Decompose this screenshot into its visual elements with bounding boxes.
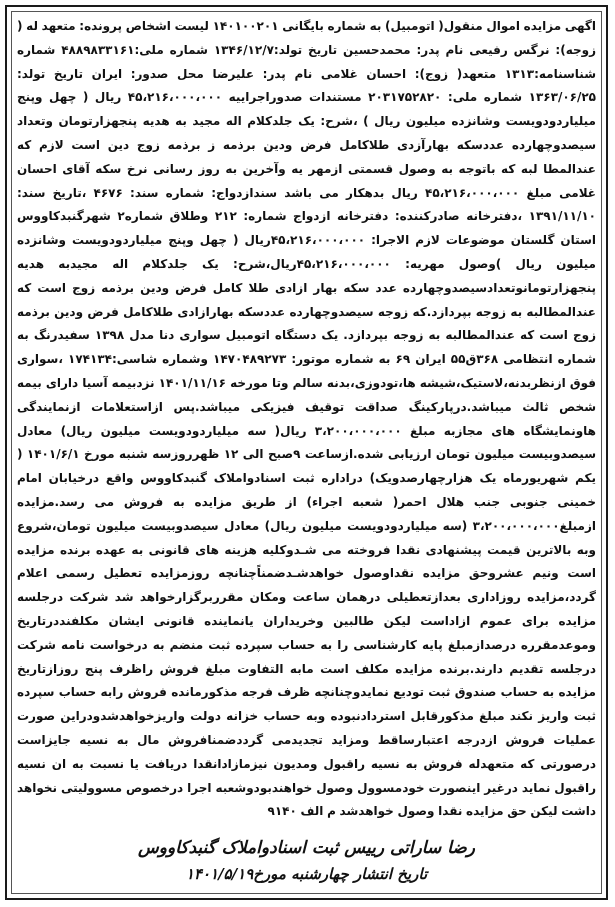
notice-body: اگهی مزایده اموال منقول( اتومبیل) به شماره بایگانی ۱۴۰۱۰۰۲۰۱ لیست اشخاص پرونده: متعهد له ( زوجه): نرگس رفیعی نام پدر: محمدحسین تاریخ تولد:۱۳۴۶/۱۲/۷ شماره ملی:۴۸۸۹۸۳۳۱۶۱ شماره شناسنامه:۱۳۱۳ متعهد( زوج): احسان غلامی نام پدر: علیرضا محل صدور: ایران تاریخ تولد: ۱۳۶۳/۰۶/۲۵ شماره ملی: ۲۰۳۱۷۵۲۸۲۰ مستندات صدوراجراییه ۴۵،۲۱۶،۰۰۰،۰۰۰ ریال ( چهل وپنج میلیاردودویست وشانزده میلیون ریال ) ،شرح: یک جلدکلام اله مجید به هدیه پنجهزارتومان وتعداد سیصدوچهارده عددسکه بهارآزدی طلاکامل فرض ودین برذمه ز برذمه زوج دین است لازم که عندالمطا لبه که باتوجه به وصول قسمتی ازمهر یه وآخرین به روز رسانی نرخ سکه آقای احسان غلامی مبلغ ۴۵،۲۱۶،۰۰۰،۰۰۰ ریال بدهکار می باشد سندازدواج: شماره سند: ۴۶۷۶ ،تاریخ سند: ۱۳۹۱/۱۱/۱۰ ،دفترخانه صادرکننده: دفترخانه ازدواج شماره: ۲۱۲ وطلاق شماره۲ شهرگنبدکاووس استان گلستان موضوعات لازم الاجرا: ۴۵،۲۱۶،۰۰۰،۰۰۰ریال ( چهل وپنج میلیاردودویست وشانزده میلیون ریال )وصول مهریه: ۴۵،۲۱۶،۰۰۰،۰۰۰ریال،شرح: یک جلدکلام اله مجیدبه هدیه پنجهزارتومانوتعدادسیصدوچهارده عدد سکه بهار ازادی طلا کامل فرض ودین برذمه زوج است که عندالمطالبه به زوجه بپردازد.که زوجه سیصدوچهارده عددسکه بهارازادی طلاکامل فرض ودین برذمه زوج است که عندالمطالبه به زوجه بپردازد. یک دستگاه اتومبیل سواری دنا مدل ۱۳۹۸ سفیدرنگ به شماره انتظامی ۳۶۸ق۵۵ ایران ۶۹ به شماره موتور: ۱۴۷۰۴۸۹۲۷۳ وشماره شاسی:۱۷۴۱۳۴ ،سواری فوق ازنظربدنه،لاستیک،شیشه ها،تودوزی،بدنه سالم وتا مورخه ۱۴۰۱/۱۱/۱۶ نزدبیمه آسیا دارای بیمه شخص ثالث میباشد.درپارکینگ صداقت توقیف فیزیکی میباشد.پس ازاستعلامات ازنمایندگی هاونمایشگاه های مجازبه مبلغ ۳،۲۰۰،۰۰۰،۰۰۰ ریال( سه میلیاردودویست میلیون ریال) معادل سیصدوبیست میلیون تومان ارزیابی شده.ازساعت ۹صبح الی ۱۲ ظهرروزسه شنبه مورخ ۱۴۰۱/۶/۱ ( یکم شهریورماه یک هزارچهارصدویک) دراداره ثبت اسنادواملاک گنبدکاووس واقع درخیابان امام خمینی جنوبی جنب هلال احمر( شعبه اجراء) از طریق مزایده به فروش می رسد.مزایده ازمبلغ۳،۲۰۰،۰۰۰،۰۰۰ (سه میلیاردودویست میلیون ریال) معادل سیصدوبیست میلیون تومان،شروع وبه بالاترین قیمت پیشنهادی نقدا فروخته می شـدوکلیه هزینه های قانونی به عهده برنده مزایده است ونیم عشروحق مزایده نقداوصول خواهدشـدضمناًچنانچه روزمزایده تعطیل رسمی اعلام گردد،مزایده روزاداری بعدازتعطیلی درهمان ساعت ومکان مقرربرگزارخواهد شد شرکت درجلسه مزایده برای عموم ازاداست لیکن طالبین وخریداران یانماینده قانونی ایشان مکلفنددرتاریخ وموعدمقرره درصدازمبلغ پایه کارشناسی را به حساب سپرده ثبت منضم به درخواست نامه شرکت درجلسه تقدیم دارند.برنده مزایده مکلف است مابه التفاوت مبلغ فروش راظرف پنج روزازتاریخ مزایده به حساب صندوق ثبت تودیع نمایدوچنانچه ظرف فرجه مذکورمانده فروش رابه حساب سپرده ثبت واریز نکند مبلغ مذکورقابل استردادنبوده وبه حساب خزانه دولت واریزخواهدشدودراین صورت عملیات فروش ازدرجه اعتبارساقط ومزاید تجدیدمی گرددضمنافروش مال به نسیه جایزاست درصورتی که متعهدله فروش به نسیه راقبول ومدیون نیزمازادانقدا دریافت یا نسبت به ان نسیه راقبول نماید درغیر اینصورت خودمسوول وصول خواهندبودوشعبه اجرا درخصوص مسوولیتی نخواهد داشت لیکن حق مزایده نقدا وصول خواهدشد م الف ۹۱۴۰	[17, 19, 597, 819]
publish-date: تاریخ انتشار چهارشنبه مورخ۱۴۰۱/۵/۱۹	[185, 865, 428, 883]
notice-frame	[5, 5, 608, 900]
notice-footer	[17, 835, 596, 887]
signature-line: رضا ساراتی رییس ثبت اسنادواملاک گنبدکاووس	[138, 838, 475, 858]
